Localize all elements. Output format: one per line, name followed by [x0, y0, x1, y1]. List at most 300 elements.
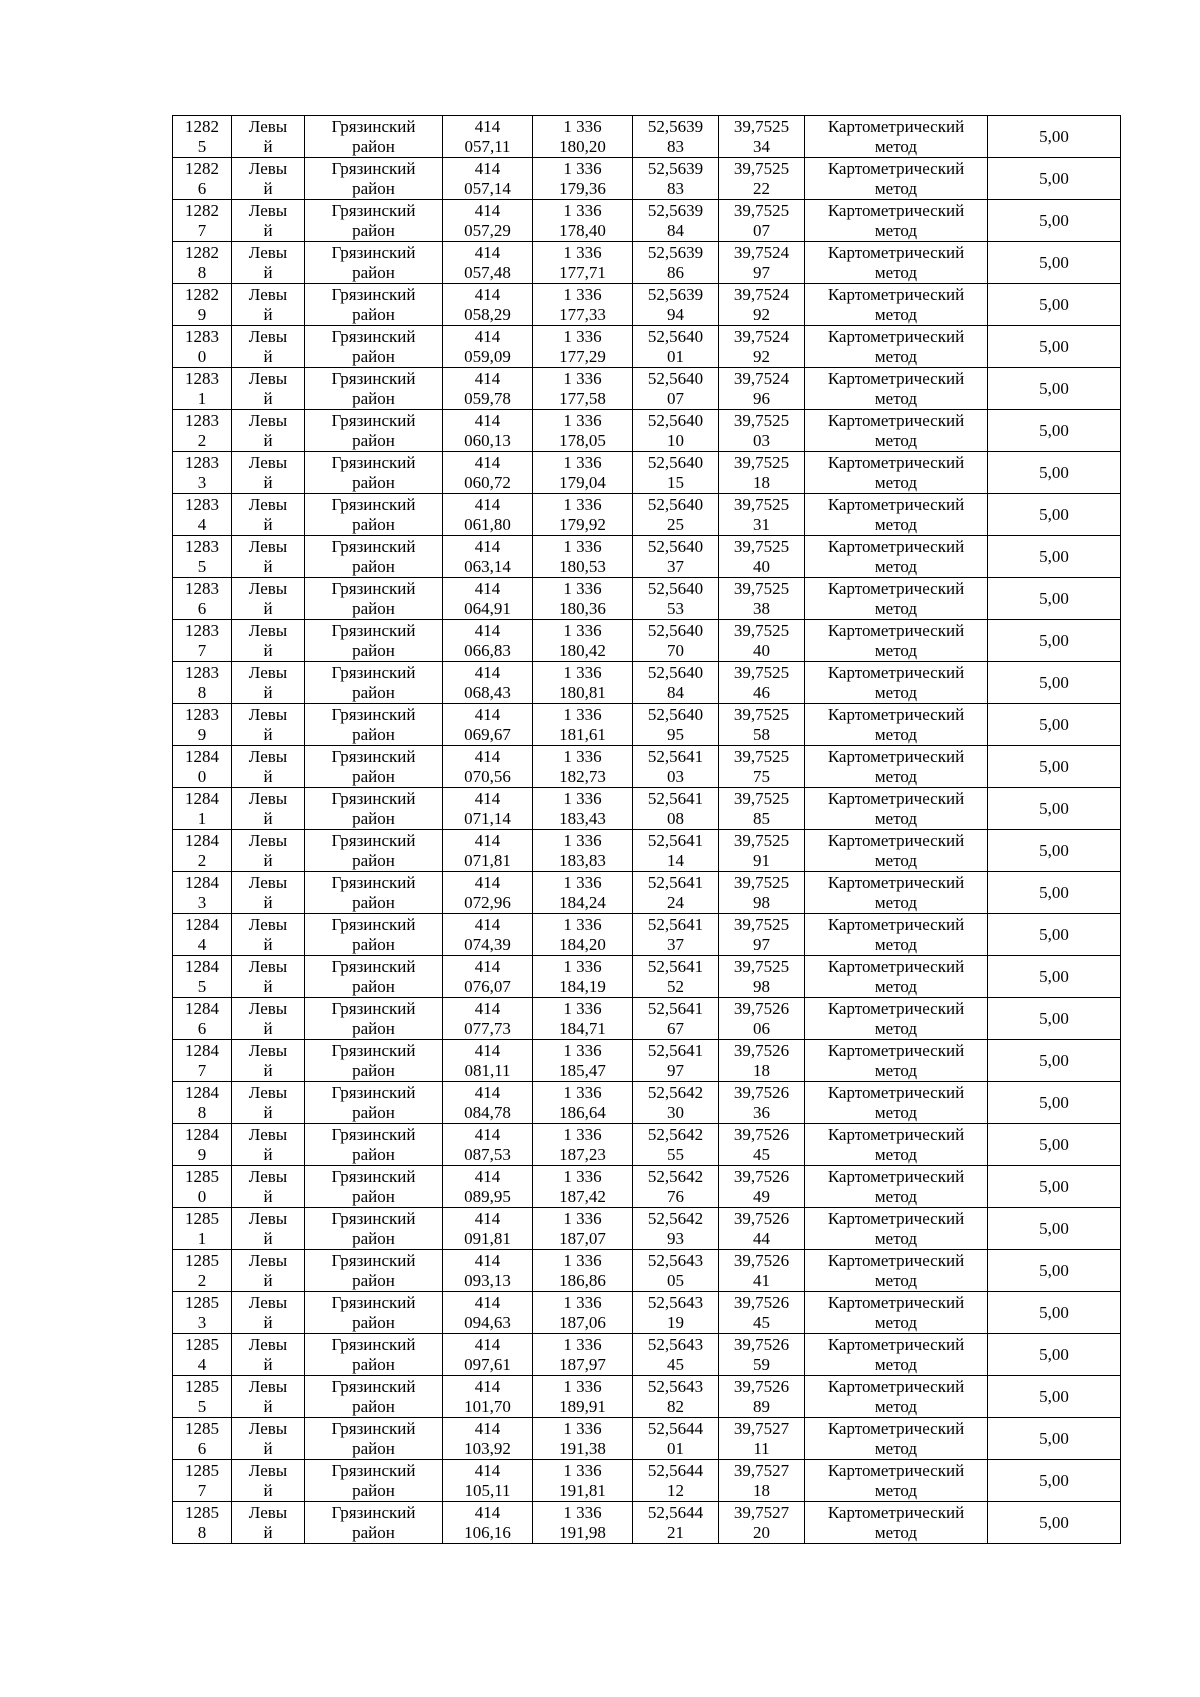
- latitude-cell-line: 93: [667, 1228, 684, 1248]
- latitude-cell-line: 52,5640: [647, 452, 704, 472]
- method-cell-line: Картометрический: [827, 1082, 965, 1102]
- accuracy-cell: 5,00: [988, 536, 1121, 578]
- method-cell-line: Картометрический: [827, 158, 965, 178]
- coordinate-y-cell-line: 1 336: [563, 1082, 602, 1102]
- table-row: [173, 914, 1121, 956]
- latitude-cell: [633, 1376, 719, 1418]
- accuracy-cell: 5,00: [988, 1166, 1121, 1208]
- coordinate-y-cell: [533, 746, 633, 788]
- district-cell-line: Грязинский: [331, 242, 416, 262]
- side-cell-line: Левы: [248, 830, 288, 850]
- method-cell-line: Картометрический: [827, 1124, 965, 1144]
- method-cell: [805, 1418, 988, 1460]
- method-cell-line: Картометрический: [827, 1418, 965, 1438]
- latitude-cell-line: 24: [667, 892, 684, 912]
- district-cell-line: район: [352, 724, 395, 744]
- method-cell-line: метод: [874, 1018, 918, 1038]
- coordinate-x-cell-line: 057,14: [464, 178, 511, 198]
- longitude-cell: [719, 1418, 805, 1460]
- point-number-cell-line: 5: [197, 976, 207, 996]
- method-cell-line: метод: [874, 1396, 918, 1416]
- latitude-cell-line: 52,5641: [647, 746, 704, 766]
- table-row: [173, 1460, 1121, 1502]
- latitude-cell-line: 52,5639: [647, 284, 704, 304]
- longitude-cell-line: 39,7525: [733, 494, 790, 514]
- point-number-cell-line: 1: [197, 1228, 207, 1248]
- coordinate-y-cell: [533, 536, 633, 578]
- latitude-cell-line: 55: [667, 1144, 684, 1164]
- longitude-cell-line: 39,7525: [733, 410, 790, 430]
- coordinate-x-cell-line: 077,73: [464, 1018, 511, 1038]
- latitude-cell-line: 52,5641: [647, 998, 704, 1018]
- latitude-cell-line: 70: [667, 640, 684, 660]
- latitude-cell-line: 52,5641: [647, 788, 704, 808]
- latitude-cell-line: 52,5641: [647, 1040, 704, 1060]
- side-cell-line: Левы: [248, 1124, 288, 1144]
- side-cell-line: й: [263, 1060, 273, 1080]
- longitude-cell-line: 45: [753, 1144, 770, 1164]
- method-cell-line: Картометрический: [827, 830, 965, 850]
- district-cell: [305, 452, 443, 494]
- side-cell-line: й: [263, 1144, 273, 1164]
- district-cell-line: район: [352, 178, 395, 198]
- district-cell: [305, 620, 443, 662]
- side-cell: [232, 746, 305, 788]
- longitude-cell-line: 06: [753, 1018, 770, 1038]
- accuracy-cell: 5,00: [988, 326, 1121, 368]
- coordinate-y-cell: [533, 1334, 633, 1376]
- method-cell-line: метод: [874, 178, 918, 198]
- latitude-cell-line: 52,5642: [647, 1208, 704, 1228]
- accuracy-cell: 5,00: [988, 578, 1121, 620]
- method-cell: [805, 872, 988, 914]
- coordinate-x-cell: [443, 788, 533, 830]
- method-cell: [805, 914, 988, 956]
- coordinate-x-cell-line: 414: [474, 1208, 501, 1228]
- side-cell-line: Левы: [248, 200, 288, 220]
- method-cell: [805, 494, 988, 536]
- point-number-cell: [173, 242, 232, 284]
- district-cell-line: район: [352, 346, 395, 366]
- latitude-cell-line: 95: [667, 724, 684, 744]
- district-cell-line: район: [352, 1354, 395, 1374]
- coordinate-y-cell-line: 184,20: [559, 934, 606, 954]
- side-cell: [232, 788, 305, 830]
- coordinate-y-cell-line: 184,71: [559, 1018, 606, 1038]
- side-cell-line: й: [263, 430, 273, 450]
- point-number-cell-line: 1285: [185, 1376, 219, 1396]
- latitude-cell-line: 52,5642: [647, 1166, 704, 1186]
- longitude-cell-line: 07: [753, 220, 770, 240]
- district-cell: [305, 1208, 443, 1250]
- coordinate-y-cell: [533, 1250, 633, 1292]
- longitude-cell-line: 39,7525: [733, 662, 790, 682]
- coordinate-x-cell: [443, 620, 533, 662]
- table-row: [173, 536, 1121, 578]
- district-cell: [305, 746, 443, 788]
- district-cell-line: район: [352, 1438, 395, 1458]
- district-cell: [305, 1502, 443, 1544]
- point-number-cell-line: 5: [197, 1396, 207, 1416]
- district-cell-line: район: [352, 556, 395, 576]
- point-number-cell-line: 7: [197, 220, 207, 240]
- table-row: [173, 1082, 1121, 1124]
- point-number-cell-line: 3: [197, 472, 207, 492]
- method-cell-line: метод: [874, 1480, 918, 1500]
- longitude-cell-line: 39,7526: [733, 1334, 790, 1354]
- point-number-cell-line: 4: [197, 514, 207, 534]
- side-cell: [232, 1292, 305, 1334]
- coordinate-y-cell-line: 179,36: [559, 178, 606, 198]
- method-cell: [805, 158, 988, 200]
- latitude-cell-line: 19: [667, 1312, 684, 1332]
- coordinate-y-cell-line: 177,33: [559, 304, 606, 324]
- latitude-cell-line: 10: [667, 430, 684, 450]
- side-cell-line: Левы: [248, 578, 288, 598]
- district-cell-line: район: [352, 1480, 395, 1500]
- coordinate-y-cell-line: 1 336: [563, 158, 602, 178]
- longitude-cell-line: 85: [753, 808, 770, 828]
- coordinate-x-cell-line: 094,63: [464, 1312, 511, 1332]
- coordinate-x-cell: [443, 578, 533, 620]
- table-row: [173, 620, 1121, 662]
- district-cell-line: район: [352, 430, 395, 450]
- point-number-cell-line: 1284: [185, 872, 219, 892]
- district-cell-line: район: [352, 1060, 395, 1080]
- side-cell: [232, 830, 305, 872]
- coordinate-y-cell-line: 186,86: [559, 1270, 606, 1290]
- coordinate-y-cell: [533, 788, 633, 830]
- accuracy-cell: 5,00: [988, 998, 1121, 1040]
- side-cell-line: й: [263, 1186, 273, 1206]
- longitude-cell-line: 39,7525: [733, 872, 790, 892]
- latitude-cell-line: 52,5643: [647, 1250, 704, 1270]
- side-cell-line: Левы: [248, 620, 288, 640]
- accuracy-cell: 5,00: [988, 1334, 1121, 1376]
- latitude-cell-line: 45: [667, 1354, 684, 1374]
- table-row: [173, 1502, 1121, 1544]
- coordinate-y-cell-line: 1 336: [563, 452, 602, 472]
- coordinate-y-cell-line: 180,42: [559, 640, 606, 660]
- latitude-cell-line: 83: [667, 178, 684, 198]
- district-cell: [305, 578, 443, 620]
- coordinate-x-cell: [443, 536, 533, 578]
- district-cell-line: район: [352, 220, 395, 240]
- coordinate-x-cell: [443, 242, 533, 284]
- side-cell-line: Левы: [248, 1460, 288, 1480]
- latitude-cell: [633, 620, 719, 662]
- table-row: [173, 326, 1121, 368]
- coordinate-x-cell: [443, 914, 533, 956]
- side-cell: [232, 1082, 305, 1124]
- table-row: [173, 788, 1121, 830]
- latitude-cell: [633, 956, 719, 998]
- method-cell: [805, 788, 988, 830]
- district-cell-line: район: [352, 1270, 395, 1290]
- coordinate-x-cell-line: 414: [474, 1418, 501, 1438]
- coordinate-y-cell-line: 187,07: [559, 1228, 606, 1248]
- coordinate-y-cell-line: 1 336: [563, 1250, 602, 1270]
- side-cell-line: Левы: [248, 536, 288, 556]
- side-cell: [232, 998, 305, 1040]
- longitude-cell: [719, 1166, 805, 1208]
- coordinate-x-cell: [443, 1166, 533, 1208]
- table-row: [173, 1250, 1121, 1292]
- method-cell-line: Картометрический: [827, 1040, 965, 1060]
- side-cell: [232, 326, 305, 368]
- longitude-cell-line: 39,7525: [733, 704, 790, 724]
- coordinate-y-cell: [533, 368, 633, 410]
- coordinate-y-cell: [533, 704, 633, 746]
- coordinate-x-cell-line: 414: [474, 1124, 501, 1144]
- district-cell-line: Грязинский: [331, 410, 416, 430]
- longitude-cell-line: 89: [753, 1396, 770, 1416]
- longitude-cell: [719, 284, 805, 326]
- district-cell-line: Грязинский: [331, 746, 416, 766]
- coordinate-x-cell-line: 059,09: [464, 346, 511, 366]
- coordinate-y-cell: [533, 1166, 633, 1208]
- latitude-cell-line: 14: [667, 850, 684, 870]
- latitude-cell-line: 52,5640: [647, 620, 704, 640]
- longitude-cell-line: 91: [753, 850, 770, 870]
- latitude-cell: [633, 1166, 719, 1208]
- district-cell: [305, 788, 443, 830]
- accuracy-cell: 5,00: [988, 1418, 1121, 1460]
- coordinate-y-cell-line: 189,91: [559, 1396, 606, 1416]
- accuracy-cell: 5,00: [988, 1082, 1121, 1124]
- method-cell: [805, 1166, 988, 1208]
- table-row: [173, 158, 1121, 200]
- coordinate-y-cell-line: 1 336: [563, 1292, 602, 1312]
- district-cell-line: Грязинский: [331, 1418, 416, 1438]
- latitude-cell: [633, 242, 719, 284]
- point-number-cell: [173, 788, 232, 830]
- side-cell-line: й: [263, 262, 273, 282]
- side-cell: [232, 1166, 305, 1208]
- latitude-cell-line: 52,5642: [647, 1124, 704, 1144]
- coordinate-y-cell: [533, 1082, 633, 1124]
- longitude-cell: [719, 1334, 805, 1376]
- district-cell: [305, 1040, 443, 1082]
- point-number-cell-line: 1283: [185, 326, 219, 346]
- side-cell-line: й: [263, 1438, 273, 1458]
- longitude-cell-line: 58: [753, 724, 770, 744]
- coordinate-y-cell: [533, 956, 633, 998]
- longitude-cell-line: 59: [753, 1354, 770, 1374]
- method-cell: [805, 200, 988, 242]
- longitude-cell-line: 39,7524: [733, 284, 790, 304]
- point-number-cell-line: 6: [197, 178, 207, 198]
- district-cell-line: Грязинский: [331, 368, 416, 388]
- coordinate-y-cell: [533, 914, 633, 956]
- coordinate-y-cell-line: 1 336: [563, 116, 602, 136]
- side-cell: [232, 662, 305, 704]
- method-cell-line: Картометрический: [827, 116, 965, 136]
- side-cell: [232, 494, 305, 536]
- coordinate-x-cell: [443, 998, 533, 1040]
- side-cell-line: й: [263, 1522, 273, 1542]
- latitude-cell-line: 52,5642: [647, 1082, 704, 1102]
- coordinate-x-cell-line: 414: [474, 116, 501, 136]
- method-cell: [805, 704, 988, 746]
- coordinate-x-cell-line: 414: [474, 1460, 501, 1480]
- side-cell: [232, 578, 305, 620]
- district-cell: [305, 200, 443, 242]
- accuracy-cell: 5,00: [988, 158, 1121, 200]
- district-cell-line: Грязинский: [331, 1040, 416, 1060]
- coordinate-x-cell-line: 106,16: [464, 1522, 511, 1542]
- side-cell-line: й: [263, 766, 273, 786]
- accuracy-cell: 5,00: [988, 662, 1121, 704]
- district-cell-line: Грязинский: [331, 1502, 416, 1522]
- side-cell-line: й: [263, 682, 273, 702]
- longitude-cell-line: 39,7524: [733, 326, 790, 346]
- latitude-cell: [633, 1334, 719, 1376]
- method-cell-line: метод: [874, 220, 918, 240]
- side-cell: [232, 242, 305, 284]
- longitude-cell-line: 75: [753, 766, 770, 786]
- district-cell: [305, 1376, 443, 1418]
- district-cell-line: Грязинский: [331, 1124, 416, 1144]
- district-cell-line: Грязинский: [331, 1376, 416, 1396]
- latitude-cell: [633, 1208, 719, 1250]
- coordinate-x-cell-line: 072,96: [464, 892, 511, 912]
- district-cell: [305, 1334, 443, 1376]
- longitude-cell-line: 39,7526: [733, 1040, 790, 1060]
- point-number-cell-line: 1282: [185, 158, 219, 178]
- longitude-cell-line: 18: [753, 1480, 770, 1500]
- method-cell-line: Картометрический: [827, 452, 965, 472]
- coordinate-x-cell-line: 058,29: [464, 304, 511, 324]
- longitude-cell-line: 41: [753, 1270, 770, 1290]
- table-row: [173, 998, 1121, 1040]
- point-number-cell: [173, 578, 232, 620]
- point-number-cell: [173, 914, 232, 956]
- point-number-cell-line: 9: [197, 304, 207, 324]
- coordinate-y-cell-line: 1 336: [563, 662, 602, 682]
- coordinate-y-cell: [533, 1124, 633, 1166]
- coordinate-y-cell-line: 182,73: [559, 766, 606, 786]
- longitude-cell-line: 45: [753, 1312, 770, 1332]
- district-cell: [305, 956, 443, 998]
- district-cell-line: район: [352, 1102, 395, 1122]
- longitude-cell-line: 49: [753, 1186, 770, 1206]
- district-cell-line: район: [352, 1144, 395, 1164]
- longitude-cell: [719, 704, 805, 746]
- coordinate-y-cell: [533, 1292, 633, 1334]
- point-number-cell: [173, 872, 232, 914]
- coordinate-x-cell: [443, 1376, 533, 1418]
- accuracy-cell: 5,00: [988, 284, 1121, 326]
- method-cell-line: Картометрический: [827, 410, 965, 430]
- coordinate-y-cell-line: 1 336: [563, 704, 602, 724]
- side-cell: [232, 116, 305, 158]
- district-cell: [305, 410, 443, 452]
- point-number-cell-line: 1282: [185, 284, 219, 304]
- district-cell-line: Грязинский: [331, 788, 416, 808]
- latitude-cell-line: 52,5641: [647, 956, 704, 976]
- district-cell-line: район: [352, 892, 395, 912]
- side-cell-line: Левы: [248, 158, 288, 178]
- coordinate-x-cell-line: 414: [474, 956, 501, 976]
- point-number-cell-line: 7: [197, 1060, 207, 1080]
- coordinate-x-cell-line: 069,67: [464, 724, 511, 744]
- coordinate-y-cell-line: 183,43: [559, 808, 606, 828]
- latitude-cell-line: 52,5639: [647, 200, 704, 220]
- coordinate-y-cell-line: 184,24: [559, 892, 606, 912]
- longitude-cell-line: 39,7527: [733, 1502, 790, 1522]
- latitude-cell: [633, 494, 719, 536]
- method-cell-line: Картометрический: [827, 368, 965, 388]
- longitude-cell-line: 39,7525: [733, 914, 790, 934]
- method-cell-line: Картометрический: [827, 914, 965, 934]
- latitude-cell-line: 97: [667, 1060, 684, 1080]
- latitude-cell-line: 07: [667, 388, 684, 408]
- coordinate-x-cell-line: 414: [474, 1082, 501, 1102]
- longitude-cell: [719, 578, 805, 620]
- point-number-cell-line: 1285: [185, 1208, 219, 1228]
- district-cell: [305, 116, 443, 158]
- side-cell: [232, 200, 305, 242]
- side-cell-line: й: [263, 304, 273, 324]
- method-cell: [805, 998, 988, 1040]
- coordinate-y-cell-line: 181,61: [559, 724, 606, 744]
- coordinate-x-cell-line: 057,11: [464, 136, 511, 156]
- coordinate-y-cell-line: 191,81: [559, 1480, 606, 1500]
- coordinate-x-cell: [443, 662, 533, 704]
- point-number-cell: [173, 704, 232, 746]
- latitude-cell-line: 03: [667, 766, 684, 786]
- latitude-cell-line: 52,5639: [647, 242, 704, 262]
- district-cell: [305, 830, 443, 872]
- point-number-cell: [173, 1250, 232, 1292]
- district-cell: [305, 704, 443, 746]
- coordinate-y-cell-line: 1 336: [563, 956, 602, 976]
- side-cell-line: й: [263, 472, 273, 492]
- latitude-cell: [633, 326, 719, 368]
- district-cell: [305, 998, 443, 1040]
- longitude-cell-line: 46: [753, 682, 770, 702]
- point-number-cell-line: 1285: [185, 1418, 219, 1438]
- method-cell: [805, 620, 988, 662]
- latitude-cell-line: 86: [667, 262, 684, 282]
- method-cell-line: Картометрический: [827, 494, 965, 514]
- method-cell-line: метод: [874, 1522, 918, 1542]
- coordinate-y-cell: [533, 494, 633, 536]
- table-row: [173, 662, 1121, 704]
- point-number-cell-line: 5: [197, 136, 207, 156]
- coordinate-y-cell: [533, 662, 633, 704]
- coordinate-x-cell: [443, 1334, 533, 1376]
- coordinate-x-cell-line: 071,81: [464, 850, 511, 870]
- district-cell-line: Грязинский: [331, 1292, 416, 1312]
- latitude-cell-line: 52,5640: [647, 662, 704, 682]
- side-cell-line: Левы: [248, 956, 288, 976]
- latitude-cell: [633, 116, 719, 158]
- method-cell-line: метод: [874, 136, 918, 156]
- point-number-cell: [173, 1166, 232, 1208]
- district-cell: [305, 1082, 443, 1124]
- coordinate-x-cell-line: 057,48: [464, 262, 511, 282]
- latitude-cell-line: 52,5639: [647, 158, 704, 178]
- method-cell-line: метод: [874, 1186, 918, 1206]
- point-number-cell: [173, 494, 232, 536]
- coordinate-y-cell: [533, 1208, 633, 1250]
- table-row: [173, 1418, 1121, 1460]
- side-cell-line: Левы: [248, 1040, 288, 1060]
- method-cell: [805, 1040, 988, 1082]
- accuracy-cell: 5,00: [988, 620, 1121, 662]
